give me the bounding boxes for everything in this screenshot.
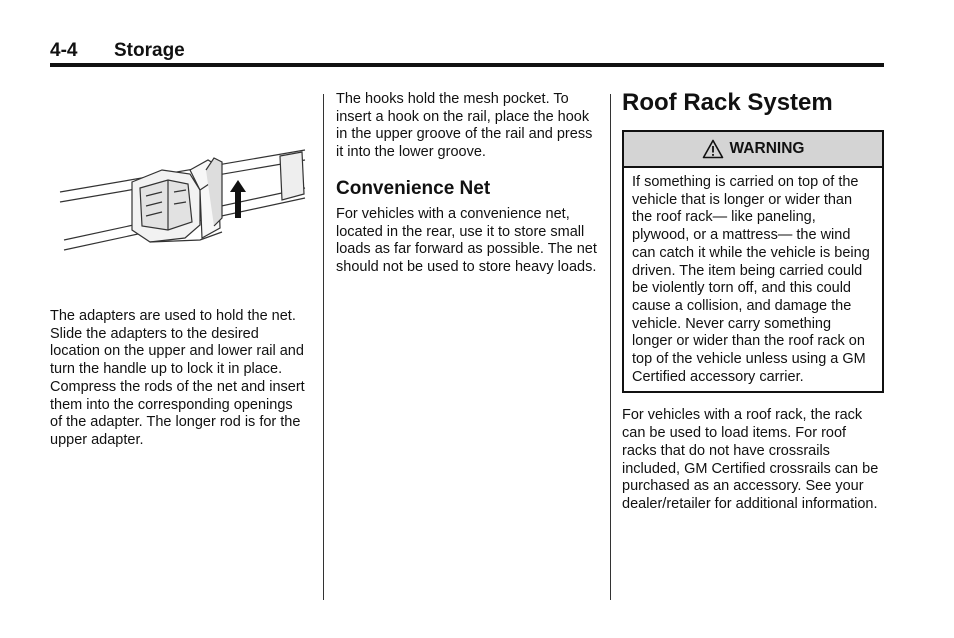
roof-rack-paragraph: For vehicles with a roof rack, the rack can be used to load items. For roof racks that do not have crossrails included, GM Certified crossrails can be purchased as an accessory. See your dealer/retailer for additional information. xyxy=(622,407,879,512)
column-left xyxy=(50,130,308,450)
warning-triangle-icon xyxy=(702,139,724,159)
convenience-net-heading: Convenience Net xyxy=(336,177,491,199)
warning-body: If something is carried on top of the vehicle that is longer or wider than the roof rack— like paneling, plywood, or a mattress— the wind can catch it while the vehicle is being driven. The item being carried could be violently torn off, and this could cause a collision, and damage the vehicle. Never carry something longer or wider than the roof rack on top of the vehicle unless using a GM Certified accessory carrier. xyxy=(632,174,870,385)
warning-label: WARNING xyxy=(729,140,805,158)
page-header xyxy=(50,38,884,64)
rail-adapter-illustration xyxy=(50,130,308,260)
page-number: 4-4 xyxy=(50,40,78,61)
column-divider-left xyxy=(323,94,324,600)
hooks-paragraph: The hooks hold the mesh pocket. To insert a hook on the rail, place the hook in the upper groove of the rail and press it into the lower groove. xyxy=(336,91,593,161)
column-middle xyxy=(336,91,600,277)
roof-rack-title: Roof Rack System xyxy=(622,89,833,116)
adapter-paragraph: The adapters are used to hold the net. Slide the adapters to the desired location on the upper and lower rail and turn the handle up to lock it in place. Compress the rods of the net and insert them into the corresponding openings of the adapter. The longer rod is for the upper adapter. xyxy=(50,308,305,448)
column-right xyxy=(622,88,884,514)
warning-box xyxy=(622,130,884,393)
section-title: Storage xyxy=(114,40,185,61)
column-divider-right xyxy=(610,94,611,600)
header-rule xyxy=(50,63,884,67)
warning-header xyxy=(624,132,882,168)
convenience-net-paragraph: For vehicles with a convenience net, located in the rear, use it to store small loads as far forward as possible. The net should not be used to store heavy loads. xyxy=(336,205,597,275)
